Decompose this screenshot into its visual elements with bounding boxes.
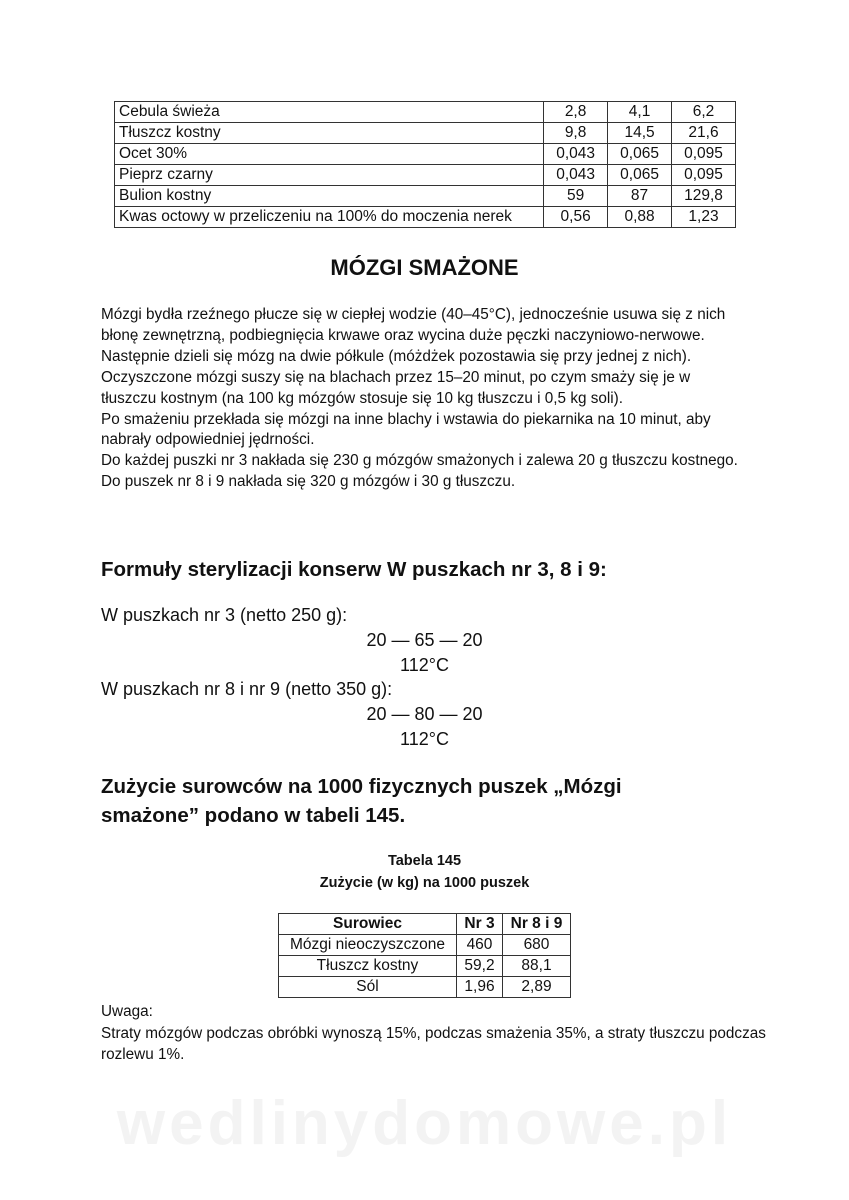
- ingredient-name: Mózgi nieoczyszczone: [279, 935, 457, 956]
- ingredient-name: Sól: [279, 977, 457, 998]
- value-cell: 1,23: [672, 207, 736, 228]
- table-row: [115, 186, 736, 207]
- value-cell: 59,2: [457, 956, 503, 977]
- note-label: Uwaga:: [101, 1003, 153, 1020]
- table-row: [279, 956, 571, 977]
- can89-label: W puszkach nr 8 i nr 9 (netto 350 g):: [101, 679, 393, 699]
- value-cell: 0,095: [672, 144, 736, 165]
- can3-formula: 20 — 65 — 20: [366, 630, 483, 650]
- value-cell: 1,96: [457, 977, 503, 998]
- value-cell: 14,5: [608, 123, 672, 144]
- can89-temp: 112°C: [400, 729, 449, 749]
- usage-heading: Zużycie surowców na 1000 fizycznych puszek „Mózgi smażone” podano w tabeli 145.: [101, 775, 622, 827]
- value-cell: 0,065: [608, 165, 672, 186]
- description: [101, 305, 741, 493]
- table-row: [115, 102, 736, 123]
- value-cell: 460: [457, 935, 503, 956]
- paragraph: Do każdej puszki nr 3 nakłada się 230 g mózgów smażonych i zalewa 20 g tłuszczu kostnego.: [101, 452, 738, 470]
- ingredient-name: Ocet 30%: [115, 144, 544, 165]
- usage-table: [278, 913, 571, 998]
- paragraph: Po smażeniu przekłada się mózgi na inne blachy i wstawia do piekarnika na 10 minut, aby nabrały odpowiedniej jędrności.: [101, 410, 711, 449]
- table-caption-title: Zużycie (w kg) na 1000 puszek: [319, 875, 530, 891]
- note: [101, 1001, 781, 1066]
- value-cell: 0,56: [544, 207, 608, 228]
- ingredient-name: Bulion kostny: [115, 186, 544, 207]
- value-cell: 9,8: [544, 123, 608, 144]
- watermark: wedlinydomowe.pl: [116, 1089, 733, 1158]
- can3-label: W puszkach nr 3 (netto 250 g):: [101, 605, 348, 625]
- table-row: [279, 977, 571, 998]
- value-cell: 680: [503, 935, 571, 956]
- ingredient-name: Cebula świeża: [115, 102, 544, 123]
- table-row: [115, 165, 736, 186]
- value-cell: 129,8: [672, 186, 736, 207]
- page-title: MÓZGI SMAŻONE: [330, 255, 519, 280]
- value-cell: 59: [544, 186, 608, 207]
- value-cell: 4,1: [608, 102, 672, 123]
- value-cell: 0,043: [544, 144, 608, 165]
- column-header: Nr 3: [457, 914, 503, 935]
- value-cell: 87: [608, 186, 672, 207]
- note-text: Straty mózgów podczas obróbki wynoszą 15%, podczas smażenia 35%, a straty tłuszczu podczas rozlewu 1%.: [101, 1024, 766, 1063]
- table-header-row: [279, 914, 571, 935]
- table-row: [115, 123, 736, 144]
- table-row: [115, 144, 736, 165]
- ingredients-table: [114, 101, 736, 228]
- table-caption-number: Tabela 145: [387, 853, 462, 869]
- table-row: [279, 935, 571, 956]
- ingredient-name: Tłuszcz kostny: [279, 956, 457, 977]
- can3-temp: 112°C: [400, 655, 449, 675]
- ingredient-name: Pieprz czarny: [115, 165, 544, 186]
- table-row: [115, 207, 736, 228]
- sterilization-heading: Formuły sterylizacji konserw W puszkach nr 3, 8 i 9:: [101, 558, 607, 581]
- can89-formula: 20 — 80 — 20: [366, 704, 483, 724]
- value-cell: 6,2: [672, 102, 736, 123]
- paragraph: Oczyszczone mózgi suszy się na blachach przez 15–20 minut, po czym smaży się je w tłuszczu kostnym (na 100 kg mózgów stosuje się 10 kg tłuszczu i 0,5 kg soli).: [101, 368, 691, 407]
- ingredient-name: Tłuszcz kostny: [115, 123, 544, 144]
- column-header: Surowiec: [279, 914, 457, 935]
- paragraph: Do puszek nr 8 i 9 nakłada się 320 g mózgów i 30 g tłuszczu.: [101, 473, 516, 491]
- value-cell: 2,8: [544, 102, 608, 123]
- column-header: Nr 8 i 9: [503, 914, 571, 935]
- paragraph: Mózgi bydła rzeźnego płucze się w ciepłej wodzie (40–45°C), jednocześnie usuwa się z nich błonę zewnętrzną, podbiegnięcia krwawe oraz wycina duże pęczki naczyniowo-nerwowe. Następnie dzieli się mózg na dwie półkule (móżdżek pozostawia się przy jednej z nich).: [101, 306, 726, 365]
- value-cell: 0,043: [544, 165, 608, 186]
- value-cell: 2,89: [503, 977, 571, 998]
- value-cell: 0,095: [672, 165, 736, 186]
- value-cell: 21,6: [672, 123, 736, 144]
- value-cell: 0,88: [608, 207, 672, 228]
- value-cell: 88,1: [503, 956, 571, 977]
- value-cell: 0,065: [608, 144, 672, 165]
- ingredient-name: Kwas octowy w przeliczeniu na 100% do moczenia nerek: [115, 207, 544, 228]
